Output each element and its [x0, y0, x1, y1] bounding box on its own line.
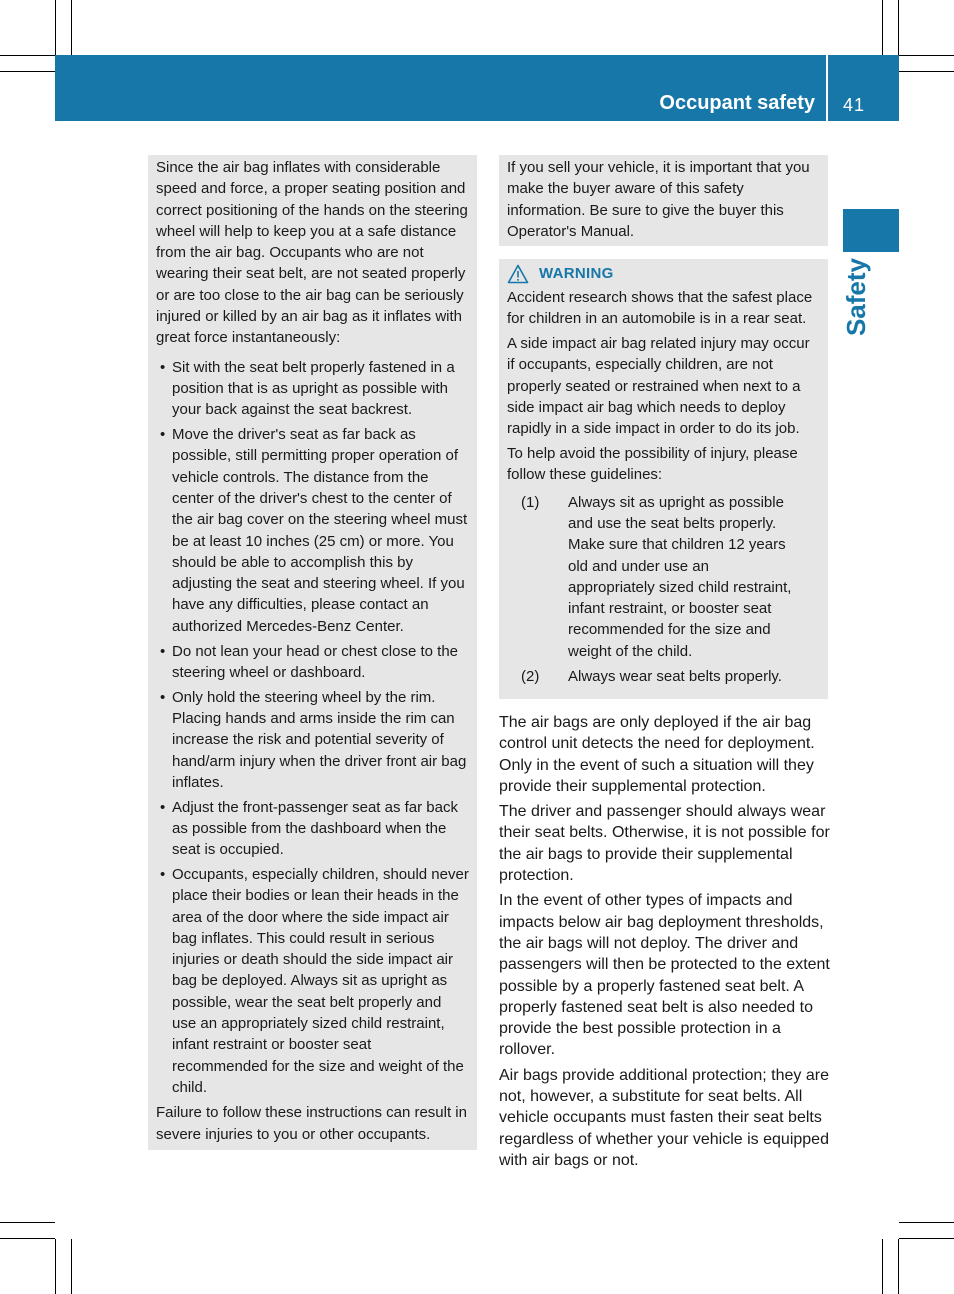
item-number: (2)	[521, 667, 540, 685]
warning-paragraph: To help avoid the possibility of injury, please follow these guidelines:	[507, 445, 798, 484]
list-item-text: Adjust the front-passenger seat as far back as possible from the dashboard when the seat is occupied.	[172, 798, 458, 859]
intro-paragraph: Since the air bag inflates with considerable speed and force, a proper seating position and correct positioning of the hands on the steering wheel will help to keep you at a safe distance from the air bag. Occupants who are not wearing their seat belt, are not seated properly or are too close to the air bag can be seriously injured or killed by an air bag as it inflates with great force instantaneously:	[156, 159, 468, 347]
header-divider	[826, 55, 828, 121]
list-item-text: Do not lean your head or chest close to the steering wheel or dashboard.	[172, 642, 459, 681]
warning-title: WARNING	[539, 265, 614, 283]
chapter-tab	[843, 209, 899, 252]
info-box	[499, 155, 828, 246]
list-item	[507, 666, 820, 687]
warning-header	[507, 263, 820, 285]
list-item: • Do not lean your head or chest close to the steering wheel or dashboard.	[160, 642, 459, 681]
list-item	[507, 492, 820, 662]
body-text	[499, 712, 831, 1175]
body-paragraph: The air bags are only deployed if the air bag control unit detects the need for deployment. Only in the event of such a situation will they provide their supplemental protection.	[499, 714, 815, 795]
list-item-text: Occupants, especially children, should never place their bodies or lean their heads in the area of the door where the side impact air bag inflates. This could result in serious injuries or death should the side impact air bag be deployed. Always sit as upright as possible, wear the seat belt properly and use an appropriately sized child restraint, infant restraint or booster seat recommended for the size and weight of the child.	[172, 866, 469, 1096]
page-number: 41	[843, 95, 866, 115]
item-text: Always wear seat belts properly.	[568, 667, 782, 685]
list-item-text: Move the driver's seat as far back as possible, still permitting proper operation of vehicle controls. The distance from the center of the driver's chest to the center of the air bag cover on the steering wheel must be at least 10 inches (25 cm) or more. You should be able to accomplish this by adjusting the seat and steering wheel. If you have any difficulties, please contact an authorized Mercedes-Benz Center.	[172, 426, 468, 635]
page-header	[55, 55, 899, 121]
body-paragraph: In the event of other types of impacts and impacts below air bag deployment thresholds, the air bags will not deploy. The driver and passengers will then be protected to the extent possible by a properly fastened seat belt. A properly fastened seat belt is also needed to provide the best possible protection in a rollover.	[499, 892, 830, 1059]
chapter-label: Safety	[841, 257, 871, 337]
list-item: • Adjust the front-passenger seat as far back as possible from the dashboard when the seat is occupied.	[160, 798, 458, 859]
item-text: Always sit as upright as possible and use the seat belts properly. Make sure that children 12 years old and under use an appropriately sized child restraint, infant restraint, or booster seat recommended for the size and weight of the child.	[568, 493, 792, 660]
section-title: Occupant safety	[659, 92, 815, 114]
warning-triangle-icon	[507, 264, 529, 284]
list-item: • Only hold the steering wheel by the rim. Placing hands and arms inside the rim can increase the risk and potential severity of hand/arm injury when the driver front air bag inflates.	[160, 688, 467, 791]
warning-paragraph: A side impact air bag related injury may occur if occupants, especially children, are not properly seated or restrained when next to a side impact air bag which needs to deploy rapidly in a side impact in order to do its job.	[507, 335, 810, 438]
safety-instructions-box	[148, 155, 477, 1150]
info-text: If you sell your vehicle, it is important that you make the buyer aware of this safety information. Be sure to give the buyer this Operator's Manual.	[507, 159, 810, 240]
closing-paragraph: Failure to follow these instructions can result in severe injuries to you or other occupants.	[156, 1104, 467, 1143]
list-item-text: Sit with the seat belt properly fastened in a position that is as upright as possible with your back against the seat backrest.	[172, 358, 455, 419]
warning-box	[499, 259, 828, 699]
guideline-list	[507, 492, 820, 687]
list-item: • Occupants, especially children, should never place their bodies or lean their heads in the area of the door where the side impact air bag inflates. This could result in serious injuries or death should the side impact air bag be deployed. Always sit as upright as possible, wear the seat belt properly and use an appropriately sized child restraint, infant restraint or booster seat recommended for the size and weight of the child.	[160, 866, 469, 1096]
list-item: • Move the driver's seat as far back as possible, still permitting proper operation of vehicle controls. The distance from the center of the driver's chest to the center of the air bag cover on the steering wheel must be at least 10 inches (25 cm) or more. You should be able to accomplish this by adjusting the seat and steering wheel. If you have any difficulties, please contact an authorized Mercedes-Benz Center.	[160, 426, 468, 635]
body-paragraph: Air bags provide additional protection; they are not, however, a substitute for seat belts. All vehicle occupants must fasten their seat belts regardless of whether your vehicle is equipped with air bags or not.	[499, 1066, 829, 1169]
list-item-text: Only hold the steering wheel by the rim. Placing hands and arms inside the rim can increase the risk and potential severity of hand/arm injury when the driver front air bag inflates.	[172, 688, 467, 791]
warning-paragraph: Accident research shows that the safest place for children in an automobile is in a rear seat.	[507, 289, 813, 328]
body-paragraph: The driver and passenger should always wear their seat belts. Otherwise, it is not possible for the air bags to provide their supplemental protection.	[499, 803, 830, 885]
instruction-list	[156, 357, 469, 1099]
list-item: • Sit with the seat belt properly fastened in a position that is as upright as possible with your back against the seat backrest.	[160, 358, 455, 419]
item-number: (1)	[521, 493, 540, 511]
